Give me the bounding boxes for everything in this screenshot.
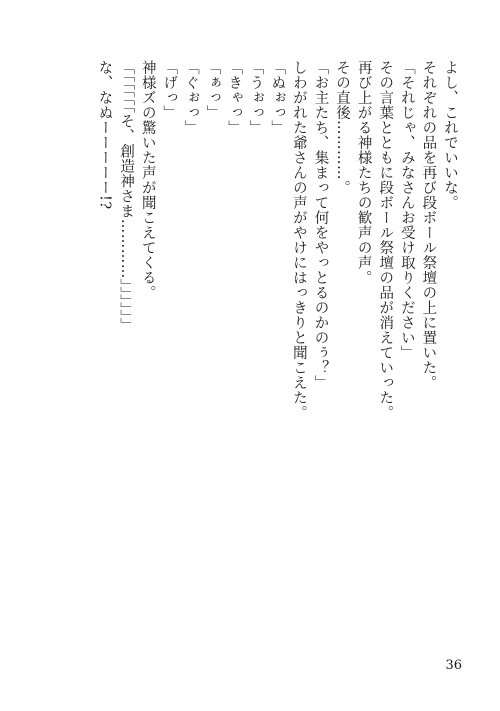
text-line: よし、これでいいな。 [442, 60, 458, 210]
text-line: その直後…………。 [334, 60, 351, 195]
text-line: 「お主たち、集まって何をやっとるのかのぅ？」 [312, 60, 329, 390]
text-line: 再び上がる神様たちの歓声の声。 [355, 60, 372, 285]
text-line: 「ぁっ」 [204, 60, 221, 120]
text-line: 「それじゃ、みなさんお受け取りください」 [398, 60, 415, 360]
text-line: 「「「「「「そ、創造神さま…………」」」」」」 [118, 60, 135, 333]
text-line: しわがれた爺さんの声がやけにはっきりと聞こえた。 [290, 60, 307, 420]
text-line: 「げっ」 [161, 60, 178, 120]
text-line: な、なぬーーーーー!? [96, 60, 113, 210]
text-line: 「うぉっ」 [247, 60, 264, 135]
text-line: 「きゃっ」 [226, 60, 243, 135]
page-number: 36 [445, 658, 462, 673]
text-line: それぞれの品を再び段ボール祭壇の上に置いた。 [420, 60, 437, 390]
text-line: 神様ズの驚いた声が聞こえてくる。 [139, 60, 156, 300]
text-line: 「ぐぉっ」 [182, 60, 199, 135]
vertical-text-body [93, 60, 460, 620]
text-line: 「ぬぉっ」 [269, 60, 286, 135]
text-line: その言葉とともに段ボール祭壇の品が消えていった。 [377, 60, 394, 420]
